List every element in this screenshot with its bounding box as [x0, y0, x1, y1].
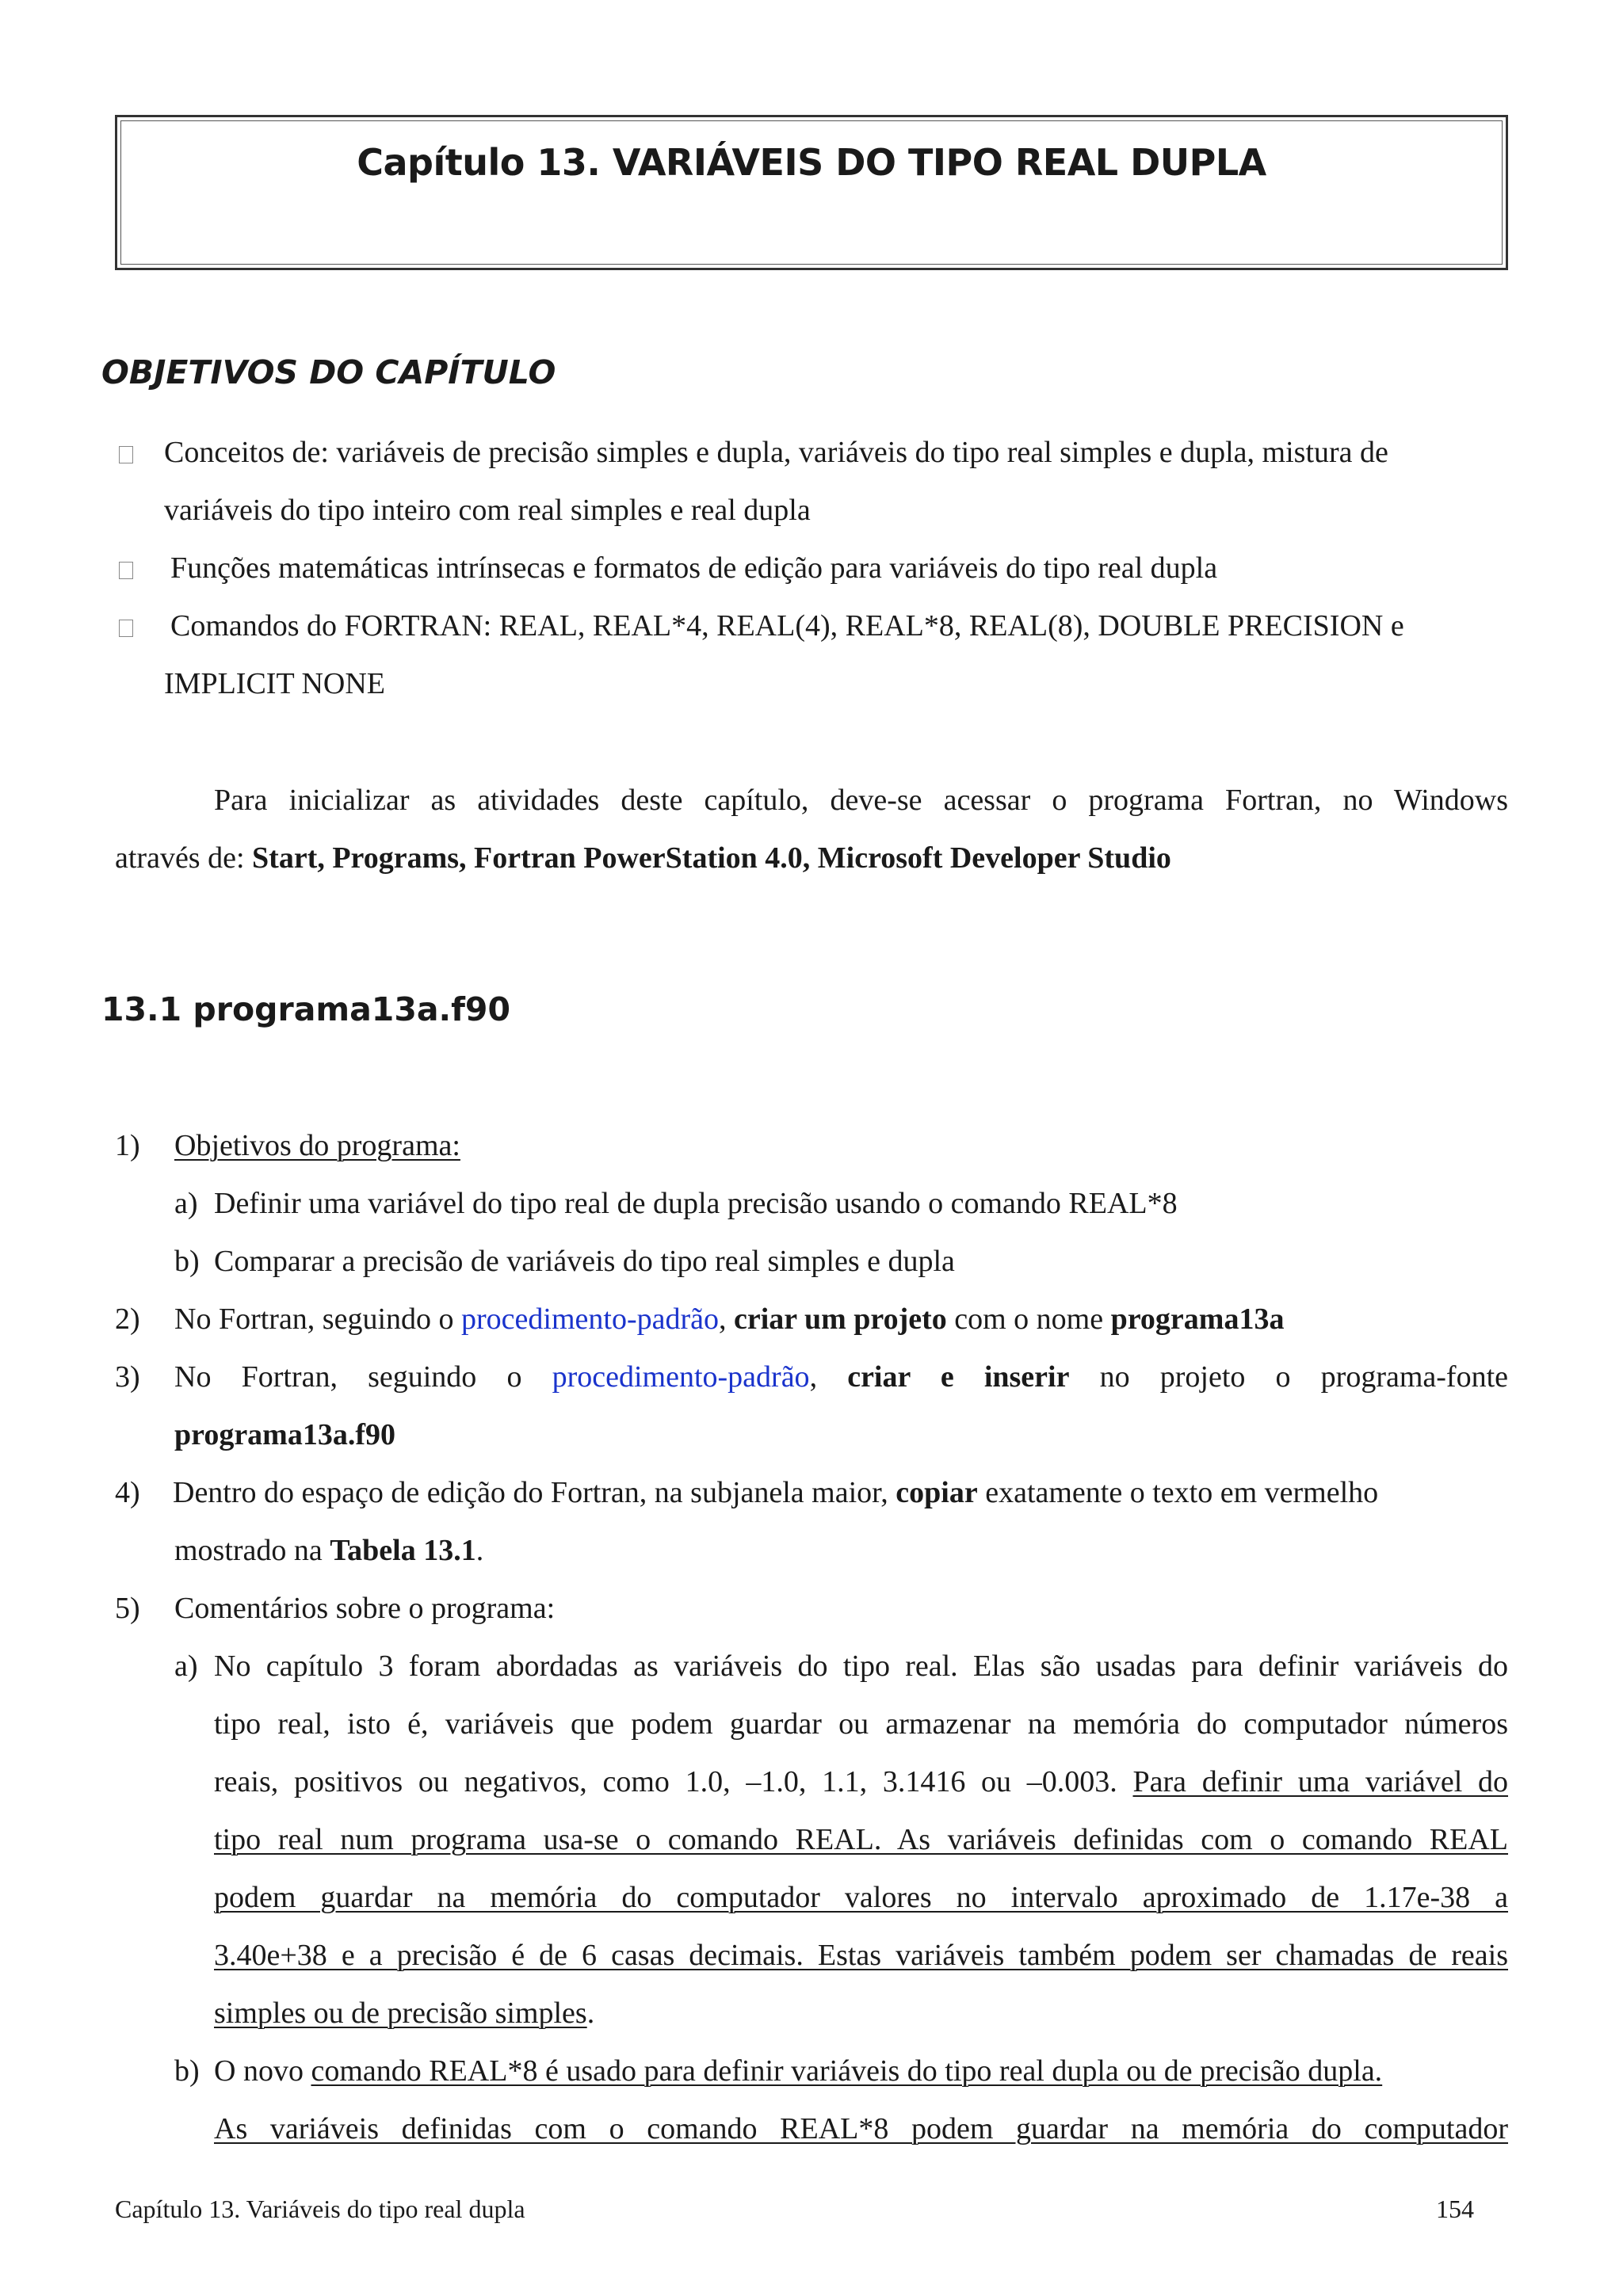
item-number-2: 2): [115, 1302, 140, 1336]
item-5a-line-2: tipo real, isto é, variáveis que podem guardar ou armazenar na memória do computador números: [214, 1707, 1508, 1741]
item-number-1: 1): [115, 1129, 140, 1162]
objective-bullet-2: [119, 540, 133, 597]
item-1a-letter: a): [174, 1187, 198, 1220]
objectives-heading: OBJETIVOS DO CAPÍTULO: [101, 353, 556, 391]
chapter-title: Capítulo 13. VARIÁVEIS DO TIPO REAL DUPLA: [357, 141, 1266, 184]
chapter-title-box: [115, 115, 1508, 270]
item-1a-text: Definir uma variável do tipo real de dupla precisão usando o comando REAL*8: [214, 1187, 1178, 1220]
item-1-label: Objetivos do programa:: [174, 1129, 460, 1162]
bullet-square-icon: [119, 446, 133, 463]
item-5a-letter: a): [174, 1650, 198, 1683]
objective-bullet-3: [119, 597, 133, 655]
intro-line-1: Para inicializar as atividades deste capítulo, deve-se acessar o programa Fortran, no Windows: [214, 784, 1508, 817]
item-5a-line-3: reais, positivos ou negativos, como 1.0, –1.0, 1.1, 3.1416 ou –0.003. Para definir uma variável do: [214, 1765, 1508, 1798]
page-number: 154: [1436, 2195, 1474, 2223]
item-number-4: 4): [115, 1476, 140, 1509]
objective-1-line-2: variáveis do tipo inteiro com real simples e real dupla: [164, 494, 811, 527]
objective-bullet-1: [119, 424, 133, 482]
item-number-5: 5): [115, 1592, 140, 1625]
menu-path: Start, Programs, Fortran PowerStation 4.0, Microsoft Developer Studio: [252, 841, 1171, 875]
item-number-3: 3): [115, 1360, 140, 1394]
item-1b-text: Comparar a precisão de variáveis do tipo real simples e dupla: [214, 1245, 955, 1278]
procedure-link[interactable]: procedimento-padrão: [461, 1302, 719, 1336]
item-2-text: No Fortran, seguindo o procedimento-padrão, criar um projeto com o nome programa13a: [174, 1302, 1285, 1336]
item-4-line-2: mostrado na Tabela 13.1.: [174, 1534, 484, 1567]
objective-3-line-1: Comandos do FORTRAN: REAL, REAL*4, REAL(4), REAL*8, REAL(8), DOUBLE PRECISION e: [170, 609, 1404, 643]
item-1b-letter: b): [174, 1245, 200, 1278]
item-5b-letter: b): [174, 2054, 200, 2088]
item-5b-line-2: As variáveis definidas com o comando REAL*8 podem guardar na memória do computador: [214, 2112, 1508, 2145]
item-3-line-2: programa13a.f90: [174, 1418, 395, 1451]
objective-1-line-1: Conceitos de: variáveis de precisão simples e dupla, variáveis do tipo real simples e dupla, mistura de: [164, 436, 1388, 469]
item-3-line-1: No Fortran, seguindo o procedimento-padrão, criar e inserir no projeto o programa-fonte: [174, 1360, 1508, 1394]
footer-chapter: Capítulo 13. Variáveis do tipo real dupla: [115, 2195, 525, 2223]
bullet-square-icon: [119, 620, 133, 637]
objective-3-line-2: IMPLICIT NONE: [164, 667, 386, 700]
item-5a-line-5: podem guardar na memória do computador valores no intervalo aproximado de 1.17e-38 a: [214, 1881, 1508, 1914]
item-5a-line-1: No capítulo 3 foram abordadas as variáveis do tipo real. Elas são usadas para definir variáveis do: [214, 1650, 1508, 1683]
item-5a-line-4: tipo real num programa usa-se o comando REAL. As variáveis definidas com o comando REAL: [214, 1823, 1508, 1856]
item-5-label: Comentários sobre o programa:: [174, 1592, 556, 1625]
procedure-link[interactable]: procedimento-padrão: [552, 1360, 810, 1394]
section-title: 13.1 programa13a.f90: [101, 990, 510, 1028]
item-5a-line-7: simples ou de precisão simples.: [214, 1997, 595, 2030]
objective-2-line-1: Funções matemáticas intrínsecas e formatos de edição para variáveis do tipo real dupla: [170, 551, 1218, 585]
item-5b-line-1: O novo comando REAL*8 é usado para definir variáveis do tipo real dupla ou de precisão dupla.: [214, 2054, 1383, 2088]
intro-line-2: através de: Start, Programs, Fortran PowerStation 4.0, Microsoft Developer Studio: [115, 841, 1171, 875]
item-4-line-1: Dentro do espaço de edição do Fortran, na subjanela maior, copiar exatamente o texto em vermelho: [173, 1476, 1379, 1509]
item-5a-line-6: 3.40e+38 e a precisão é de 6 casas decimais. Estas variáveis também podem ser chamadas de reais: [214, 1939, 1508, 1972]
bullet-square-icon: [119, 562, 133, 579]
